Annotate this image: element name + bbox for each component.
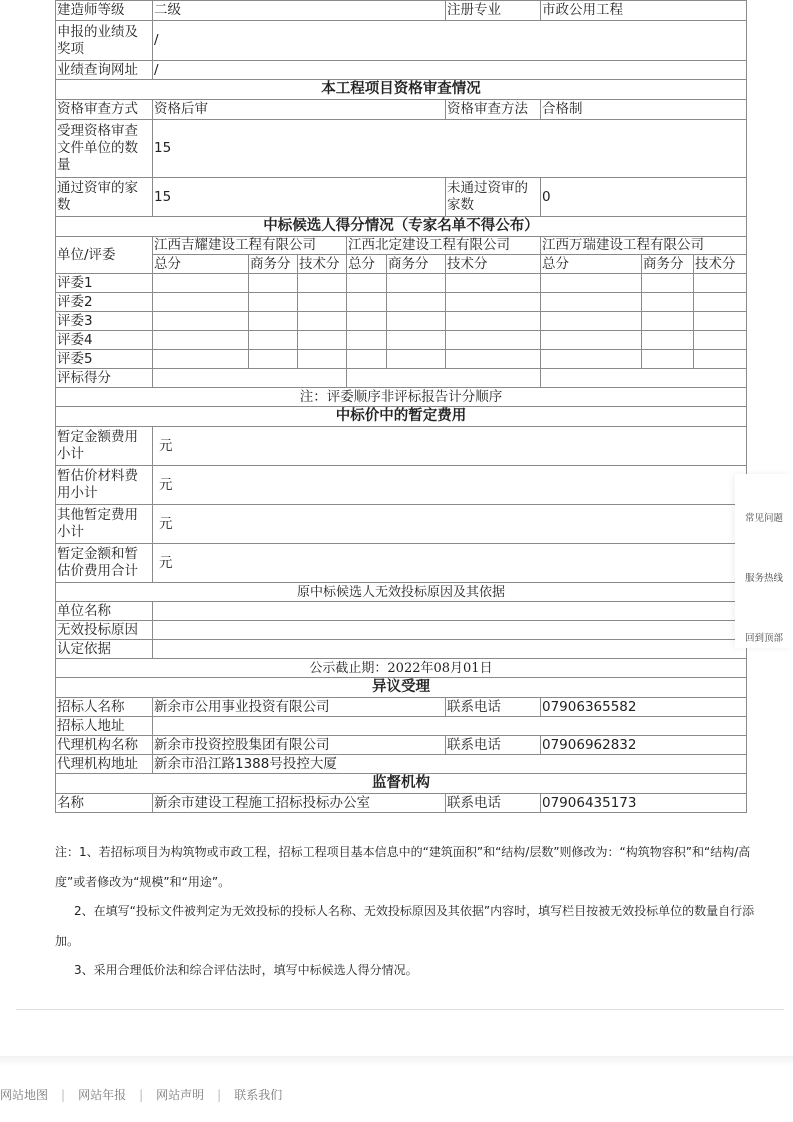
- score-cell: [249, 331, 298, 350]
- score-cell: [298, 350, 347, 369]
- cell-value: 元: [153, 505, 747, 544]
- supervisor-name: 新余市建设工程施工招标投标办公室: [153, 794, 446, 813]
- judge-row: [56, 293, 747, 312]
- judge-label: 评委4: [56, 331, 153, 350]
- cell-value: [153, 602, 747, 621]
- sub-header-total: 总分: [347, 255, 387, 274]
- cell-label: 资格审查方式: [56, 100, 153, 120]
- score-cell: [387, 312, 446, 331]
- cell-label: 无效投标原因: [56, 621, 153, 640]
- score-cell: [642, 293, 694, 312]
- agency-name: 新余市投资控股集团有限公司: [153, 736, 446, 755]
- score-cell: [541, 293, 642, 312]
- cell-label: 代理机构名称: [56, 736, 153, 755]
- total-score-cell: [541, 369, 747, 388]
- sub-header-technical: 技术分: [694, 255, 747, 274]
- footer-separator-bar: |: [139, 1088, 144, 1102]
- sub-header-business: 商务分: [249, 255, 298, 274]
- score-cell: [541, 350, 642, 369]
- notes: [55, 838, 755, 986]
- score-cell: [249, 350, 298, 369]
- cell-value: 15: [153, 120, 747, 178]
- total-score-cell: [153, 369, 347, 388]
- score-cell: [347, 293, 387, 312]
- score-cell: [642, 350, 694, 369]
- cell-label: 受理资格审查文件单位的数量: [56, 120, 153, 178]
- corner-label: 单位/评委: [56, 237, 153, 274]
- section-title-objection: 异议受理: [56, 678, 747, 698]
- section-title-provisional: 中标价中的暂定费用: [56, 407, 747, 427]
- cell-value: 资格后审: [153, 100, 446, 120]
- score-cell: [694, 350, 747, 369]
- judge-row: [56, 350, 747, 369]
- tenderer-phone: 07906365582: [541, 698, 747, 717]
- score-cell: [541, 274, 642, 293]
- cell-label: 资格审查方法: [446, 100, 541, 120]
- footer-separator-bar: |: [61, 1088, 66, 1102]
- tenderer-name: 新余市公用事业投资有限公司: [153, 698, 446, 717]
- sub-header-business: 商务分: [387, 255, 446, 274]
- score-cell: [541, 312, 642, 331]
- cell-label: 申报的业绩及奖项: [56, 21, 153, 61]
- cell-label: 联系电话: [446, 794, 541, 813]
- score-cell: [153, 331, 249, 350]
- floating-side-panel: [735, 474, 793, 648]
- score-cell: [298, 293, 347, 312]
- score-cell: [694, 331, 747, 350]
- cell-label: 联系电话: [446, 736, 541, 755]
- cell-label: 招标人名称: [56, 698, 153, 717]
- score-cell: [387, 274, 446, 293]
- footer-link-statement[interactable]: 网站声明: [156, 1088, 205, 1102]
- judge-row: [56, 274, 747, 293]
- company-header: 江西万瑞建设工程有限公司: [541, 237, 747, 255]
- cell-value: /: [153, 61, 747, 80]
- cell-value: 元: [153, 544, 747, 583]
- cell-label: 认定依据: [56, 640, 153, 659]
- score-cell: [446, 350, 541, 369]
- tenderer-address: [153, 717, 747, 736]
- cell-label: 暂定金额费用小计: [56, 427, 153, 466]
- score-cell: [249, 293, 298, 312]
- cell-label: 未通过资审的家数: [446, 178, 541, 217]
- service-hotline-button[interactable]: 服务热线: [745, 573, 784, 584]
- agency-address: 新余市沿江路1388号投控大厦: [153, 755, 747, 774]
- cell-value: 0: [541, 178, 747, 217]
- total-score-cell: [347, 369, 541, 388]
- note-item: 2、在填写“投标文件被判定为无效投标的投标人名称、无效投标原因及其依据”内容时，填写栏目按被无效投标单位的数量自行添加。: [55, 904, 755, 948]
- agency-phone: 07906962832: [541, 736, 747, 755]
- score-cell: [153, 293, 249, 312]
- score-cell: [446, 274, 541, 293]
- score-cell: [446, 331, 541, 350]
- company-header: 江西北定建设工程有限公司: [347, 237, 541, 255]
- faq-button[interactable]: 常见问题: [745, 513, 784, 524]
- judge-label: 评委3: [56, 312, 153, 331]
- score-cell: [347, 331, 387, 350]
- sub-header-business: 商务分: [642, 255, 694, 274]
- score-cell: [642, 312, 694, 331]
- cell-value: 元: [153, 427, 747, 466]
- sub-header-total: 总分: [541, 255, 642, 274]
- total-score-label: 评标得分: [56, 369, 153, 388]
- cell-label: 暂估价材料费用小计: [56, 466, 153, 505]
- cell-label: 招标人地址: [56, 717, 153, 736]
- section-title-qualification: 本工程项目资格审查情况: [56, 80, 747, 100]
- footer-link-annual-report[interactable]: 网站年报: [78, 1088, 127, 1102]
- footer-separator-bar: |: [217, 1088, 222, 1102]
- cell-label: 其他暂定费用小计: [56, 505, 153, 544]
- cell-label: 通过资审的家数: [56, 178, 153, 217]
- judge-label: 评委1: [56, 274, 153, 293]
- cell-value: 15: [153, 178, 446, 217]
- score-cell: [694, 274, 747, 293]
- sub-header-technical: 技术分: [446, 255, 541, 274]
- supervisor-phone: 07906435173: [541, 794, 747, 813]
- score-cell: [153, 350, 249, 369]
- cell-value: [153, 621, 747, 640]
- footer-separator: [0, 1056, 793, 1066]
- note-item: 注：1、若招标项目为构筑物或市政工程，招标工程项目基本信息中的“建筑面积”和“结构/层数”则修改为：“构筑物容积”和“结构/高度”或者修改为“规模”和“用途”。: [55, 845, 751, 889]
- score-cell: [694, 312, 747, 331]
- score-cell: [694, 293, 747, 312]
- cell-label: 单位名称: [56, 602, 153, 621]
- score-cell: [541, 331, 642, 350]
- score-cell: [347, 350, 387, 369]
- score-cell: [249, 312, 298, 331]
- score-note: 注：评委顺序非评标报告计分顺序: [56, 388, 747, 407]
- score-cell: [347, 312, 387, 331]
- footer-links: [0, 1086, 282, 1103]
- cell-label: 名称: [56, 794, 153, 813]
- section-title-supervision: 监督机构: [56, 774, 747, 794]
- score-cell: [642, 331, 694, 350]
- cell-label: 业绩查询网址: [56, 61, 153, 80]
- score-cell: [153, 274, 249, 293]
- score-cell: [642, 274, 694, 293]
- cell-label: 暂定金额和暂估价费用合计: [56, 544, 153, 583]
- publicity-deadline: 公示截止期：2022年08月01日: [56, 659, 747, 678]
- cell-value: 元: [153, 466, 747, 505]
- score-cell: [153, 312, 249, 331]
- judge-row: [56, 331, 747, 350]
- score-cell: [298, 312, 347, 331]
- cell-value: 市政公用工程: [541, 1, 747, 21]
- score-cell: [387, 350, 446, 369]
- score-cell: [446, 293, 541, 312]
- judge-label: 评委2: [56, 293, 153, 312]
- note-item: 3、采用合理低价法和综合评估法时，填写中标候选人得分情况。: [74, 963, 418, 977]
- score-cell: [298, 331, 347, 350]
- judge-label: 评委5: [56, 350, 153, 369]
- company-header: 江西吉耀建设工程有限公司: [153, 237, 347, 255]
- score-cell: [347, 274, 387, 293]
- back-to-top-button[interactable]: 回到顶部: [745, 633, 784, 644]
- cell-label: 注册专业: [446, 1, 541, 21]
- judge-row: [56, 312, 747, 331]
- cell-label: 代理机构地址: [56, 755, 153, 774]
- section-title-invalid: 原中标候选人无效投标原因及其依据: [56, 583, 747, 602]
- cell-value: 二级: [153, 1, 446, 21]
- bid-result-table: [55, 0, 747, 813]
- footer-link-contact[interactable]: 联系我们: [234, 1088, 283, 1102]
- footer-link-sitemap[interactable]: 网站地图: [0, 1088, 49, 1102]
- score-cell: [387, 293, 446, 312]
- score-cell: [298, 274, 347, 293]
- cell-value: 合格制: [541, 100, 747, 120]
- content-divider: [16, 1009, 784, 1010]
- cell-value: /: [153, 21, 747, 61]
- score-cell: [249, 274, 298, 293]
- cell-label: 联系电话: [446, 698, 541, 717]
- sub-header-technical: 技术分: [298, 255, 347, 274]
- section-title-scores: 中标候选人得分情况（专家名单不得公布）: [56, 217, 747, 237]
- cell-value: [153, 640, 747, 659]
- score-cell: [387, 331, 446, 350]
- score-cell: [446, 312, 541, 331]
- cell-label: 建造师等级: [56, 1, 153, 21]
- sub-header-total: 总分: [153, 255, 249, 274]
